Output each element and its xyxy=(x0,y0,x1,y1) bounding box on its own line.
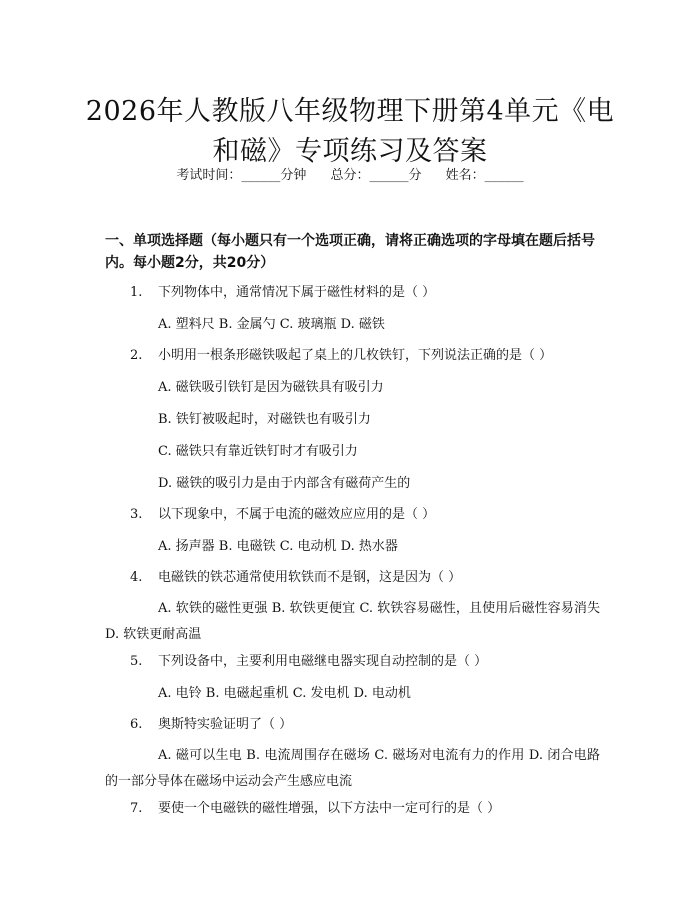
question-number: 7. xyxy=(130,801,143,816)
question-7 xyxy=(130,799,500,819)
document-title: 2026年人教版八年级物理下册第4单元《电和磁》专项练习及答案 xyxy=(85,96,615,167)
question-4-options: A. 软铁的磁性更强 B. 软铁更便宜 C. 软铁容易磁性，且使用后磁性容易消失 D. 软铁更耐高温 xyxy=(105,601,600,642)
student-name: 姓名：______ xyxy=(445,168,524,183)
question-text: 要使一个电磁铁的磁性增强，以下方法中一定可行的是（ ） xyxy=(158,801,501,816)
question-4 xyxy=(130,568,461,588)
question-2-option-c: C. 磁铁只有靠近铁钉时才有吸引力 xyxy=(158,444,358,459)
question-number: 3. xyxy=(130,507,143,522)
question-2-option-a: A. 磁铁吸引铁钉是因为磁铁具有吸引力 xyxy=(158,380,384,395)
question-3 xyxy=(130,505,435,525)
question-number: 4. xyxy=(130,570,143,585)
question-text: 电磁铁的铁芯通常使用软铁而不是钢，这是因为（ ） xyxy=(158,570,462,585)
question-text: 下列设备中，主要利用电磁继电器实现自动控制的是（ ） xyxy=(158,654,488,669)
exam-time: 考试时间：______分钟 xyxy=(176,168,307,183)
question-1 xyxy=(130,283,435,303)
question-number: 5. xyxy=(130,654,143,669)
question-text: 小明用一根条形磁铁吸起了桌上的几枚铁钉，下列说法正确的是（ ） xyxy=(158,348,553,363)
question-number: 1. xyxy=(130,285,143,300)
total-score: 总分：______分 xyxy=(330,168,422,183)
question-6 xyxy=(130,715,292,735)
question-text: 奥斯特实验证明了（ ） xyxy=(158,717,293,732)
question-5-options: A. 电铃 B. 电磁起重机 C. 发电机 D. 电动机 xyxy=(158,686,411,701)
question-text: 以下现象中，不属于电流的磁效应应用的是（ ） xyxy=(158,507,436,522)
question-number: 6. xyxy=(130,717,143,732)
question-2-option-b: B. 铁钉被吸起时，对磁铁也有吸引力 xyxy=(158,412,371,427)
question-3-options: A. 扬声器 B. 电磁铁 C. 电动机 D. 热水器 xyxy=(158,539,398,554)
question-text: 下列物体中，通常情况下属于磁性材料的是（ ） xyxy=(158,285,436,300)
question-6-options: A. 磁可以生电 B. 电流周围存在磁场 C. 磁场对电流有力的作用 D. 闭合电路的一部分导体在磁场中运动会产生感应电流 xyxy=(105,748,600,789)
section-heading: 一、单项选择题（每小题只有一个选项正确，请将正确选项的字母填在题后括号内。每小题2分，共20分） xyxy=(105,233,595,271)
exam-info xyxy=(0,166,700,186)
question-number: 2. xyxy=(130,348,143,363)
question-2-option-d: D. 磁铁的吸引力是由于内部含有磁荷产生的 xyxy=(158,476,411,491)
question-1-options: A. 塑料尺 B. 金属勺 C. 玻璃瓶 D. 磁铁 xyxy=(158,317,385,332)
question-2 xyxy=(130,346,552,366)
question-5 xyxy=(130,652,487,672)
